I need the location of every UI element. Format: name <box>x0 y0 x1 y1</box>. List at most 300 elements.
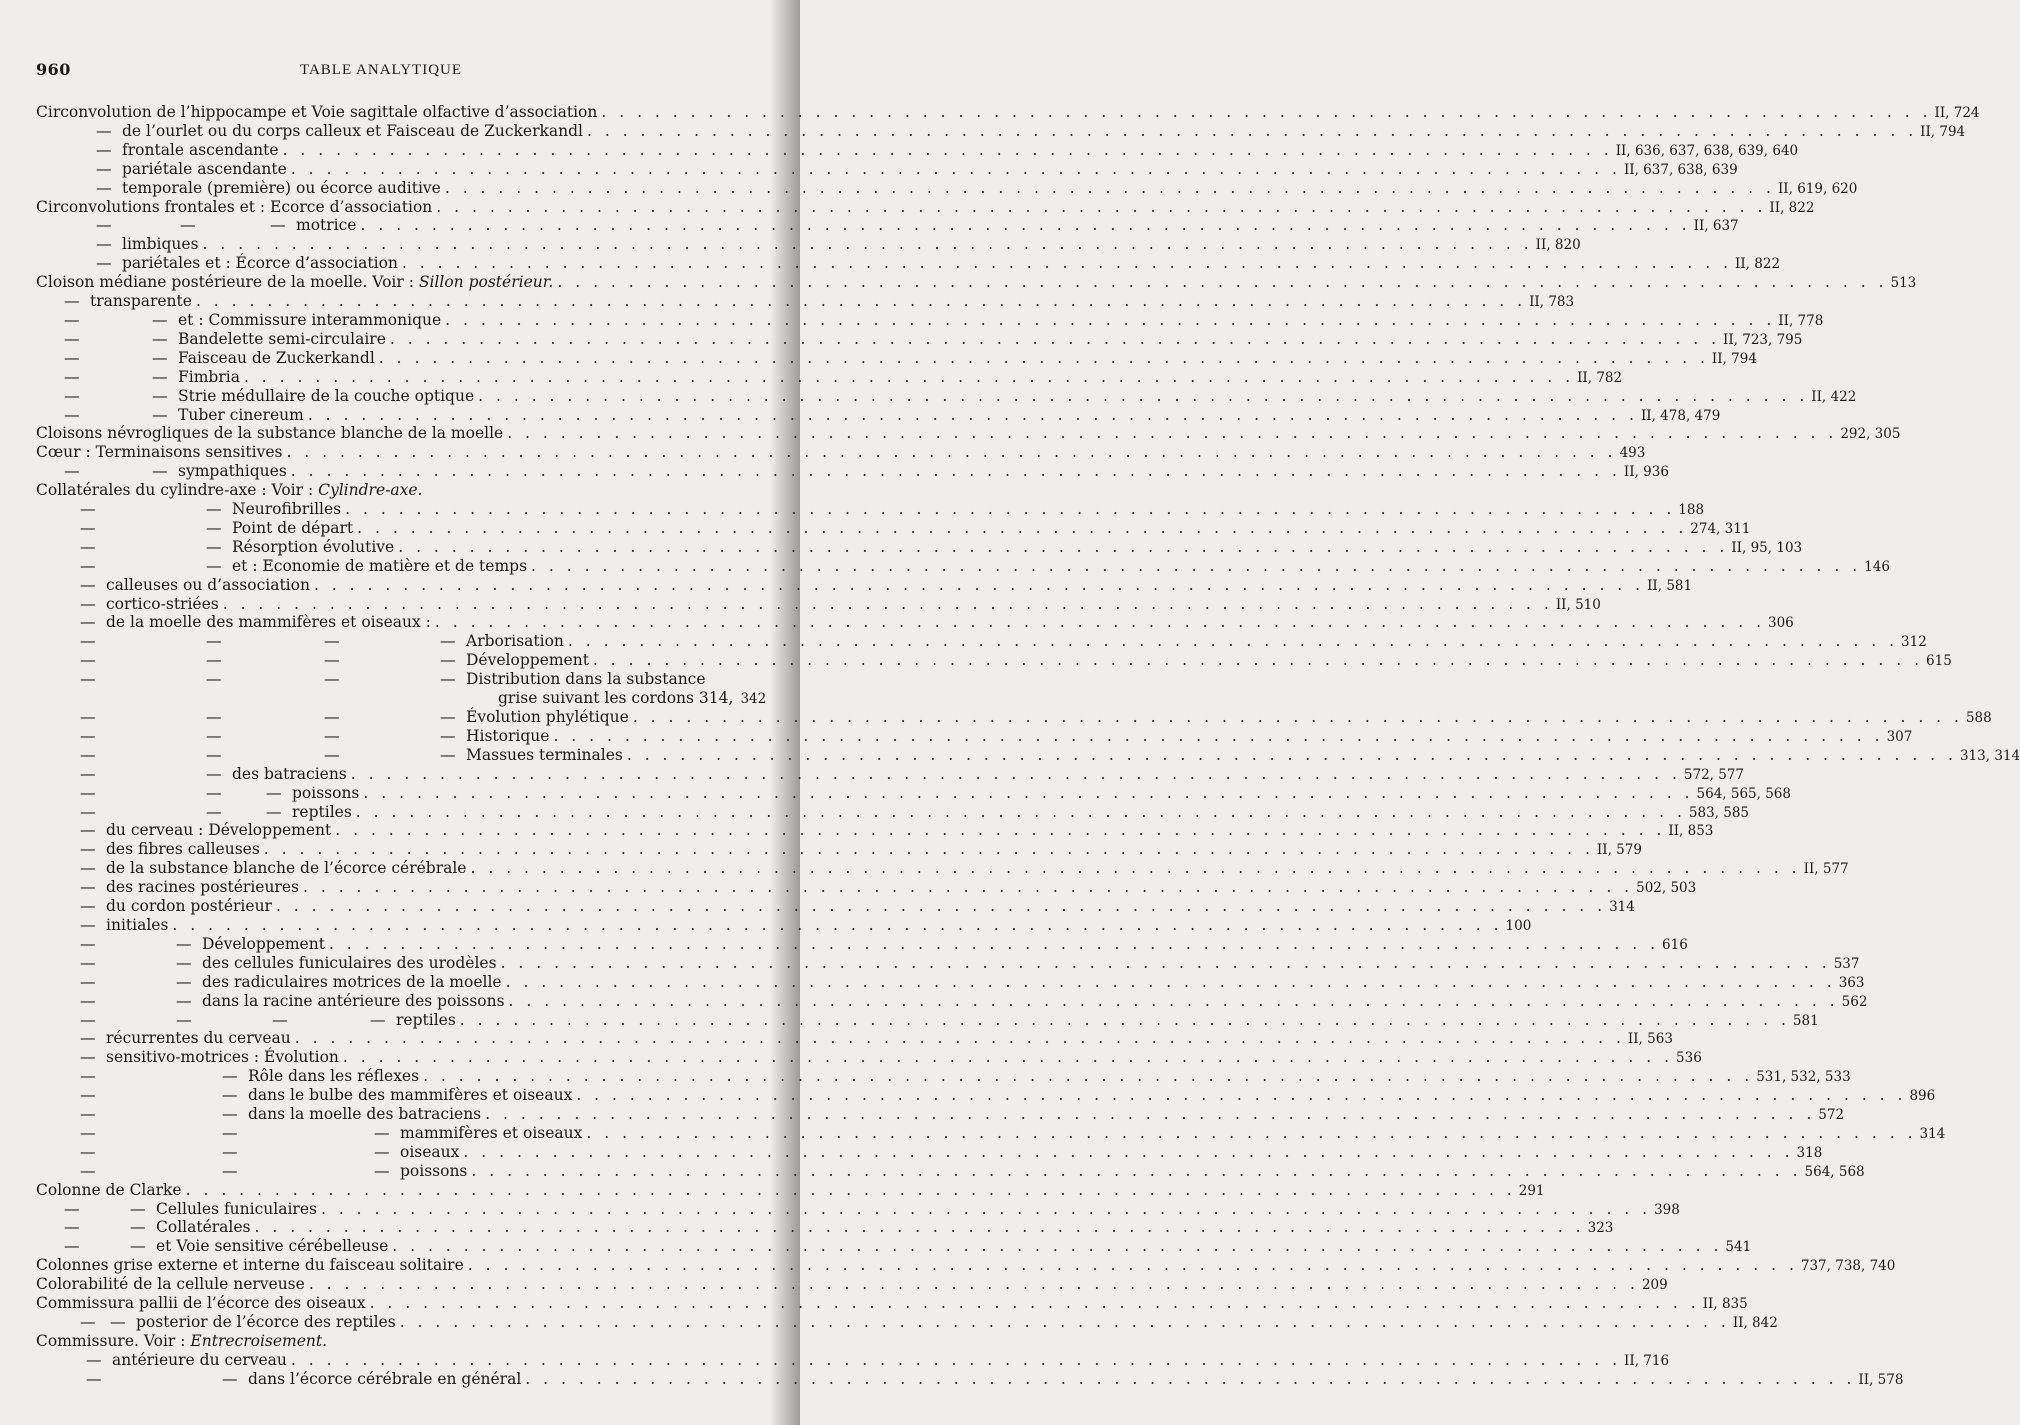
ditto-dash: — <box>80 783 96 802</box>
entry-label <box>498 689 767 709</box>
entry-label <box>136 1313 1778 1333</box>
entry-label <box>178 386 1857 407</box>
page-reference: 616 <box>1662 936 1688 953</box>
entry-label <box>122 235 1581 255</box>
entry-label <box>106 575 1693 596</box>
entry-text: oiseaux <box>400 1142 460 1161</box>
entry-label <box>248 1105 1845 1125</box>
index-entry <box>0 991 1868 1011</box>
entry-text: pariétale ascendante <box>122 159 287 178</box>
entry-text: dans l’écorce cérébrale en général <box>248 1369 522 1388</box>
ditto-dash: — <box>80 859 96 878</box>
ditto-dash: — <box>96 159 112 178</box>
dot-leader <box>388 1237 1722 1256</box>
page-reference: 615 <box>1926 653 1952 670</box>
dot-leader <box>431 613 1765 632</box>
index-entry <box>0 1256 1896 1275</box>
entry-text: des radiculaires motrices de la moelle <box>202 972 502 991</box>
page-reference: 513 <box>1890 275 1917 292</box>
ditto-dash: — <box>80 613 96 632</box>
ditto-dash: — <box>206 726 222 745</box>
entry-label <box>106 1048 1702 1068</box>
entry-text: Distribution dans la substance <box>466 670 706 689</box>
entry-label <box>106 594 1601 615</box>
ditto-dash: — <box>222 1161 238 1180</box>
entry-label <box>296 216 1739 236</box>
page-reference: 306 <box>1768 615 1794 632</box>
ditto-dash: — <box>176 972 192 991</box>
entry-text: Collatérales <box>156 1218 251 1237</box>
index-entry <box>0 1369 1904 1389</box>
dot-leader <box>219 595 1553 614</box>
ditto-dash: — <box>324 726 340 745</box>
page-reference: II, 822 <box>1735 256 1781 273</box>
index-entry <box>0 821 1714 840</box>
dot-leader <box>305 1275 1639 1294</box>
page-reference: II, 581 <box>1647 577 1693 594</box>
page-reference: II, 724 <box>1934 105 1980 121</box>
dot-leader <box>597 103 1931 122</box>
index-entry <box>0 386 1857 406</box>
ditto-dash: — <box>64 462 80 481</box>
ditto-dash: — <box>206 518 222 537</box>
ditto-dash: — <box>64 310 80 329</box>
index-entry <box>0 235 1581 254</box>
ditto-dash: — <box>266 783 282 802</box>
ditto-dash: — <box>176 1010 192 1029</box>
dot-leader <box>260 840 1594 859</box>
ditto-dash: — <box>80 897 96 916</box>
index-entry <box>0 103 1980 122</box>
entry-label <box>36 103 1980 123</box>
index-entry <box>0 500 1705 519</box>
entry-label <box>36 1294 1748 1314</box>
entry-text: pariétales et : Écorce d’association <box>122 254 398 273</box>
page-reference: 318 <box>1796 1144 1823 1161</box>
ditto-dash: — <box>324 745 340 764</box>
dot-leader <box>240 368 1574 387</box>
entry-text: Historique <box>466 726 550 745</box>
entry-label <box>202 953 1860 974</box>
dot-leader <box>317 1200 1651 1219</box>
entry-label <box>36 1332 762 1351</box>
entry-text: et Voie sensitive cérébelleuse <box>156 1237 389 1256</box>
ditto-dash: — <box>152 462 168 481</box>
entry-label <box>232 537 1803 558</box>
ditto-dash: — <box>222 1105 238 1124</box>
entry-text: antérieure du cerveau <box>112 1350 287 1369</box>
index-entry <box>0 764 1745 784</box>
dot-leader <box>441 311 1775 330</box>
ditto-dash: — <box>96 254 112 273</box>
entry-text: poissons <box>400 1161 468 1180</box>
ditto-dash: — <box>206 651 222 670</box>
entry-text: Strie médullaire de la couche optique <box>178 386 475 405</box>
page-reference: 572 <box>1818 1107 1845 1124</box>
ditto-dash: — <box>270 216 286 235</box>
page-reference: II, 619, 620 <box>1777 180 1858 197</box>
entry-label <box>400 1142 1823 1163</box>
page-reference: 100 <box>1505 917 1532 934</box>
index-entry <box>0 556 1890 576</box>
index-entry <box>0 462 1669 481</box>
entry-text: calleuses ou d’association <box>106 575 310 594</box>
entry-text: Développement <box>202 934 325 953</box>
dot-leader <box>464 1256 1798 1275</box>
ditto-dash: — <box>80 878 96 897</box>
ditto-dash: — <box>64 329 80 348</box>
ditto-dash: — <box>80 915 96 934</box>
dot-leader <box>250 1218 1584 1237</box>
dot-leader <box>456 1011 1790 1030</box>
ditto-dash: — <box>440 708 456 726</box>
ditto-dash: — <box>80 991 96 1010</box>
page-reference: 209 <box>1641 1277 1668 1294</box>
ditto-dash: — <box>324 670 340 689</box>
entry-text: de la substance blanche de l’écorce cérébrale <box>106 859 467 878</box>
dot-leader <box>553 273 1887 292</box>
index-entry <box>0 197 1815 217</box>
ditto-dash: — <box>130 1199 146 1218</box>
page-reference: 291 <box>1518 1182 1545 1199</box>
index-entry <box>0 632 1927 651</box>
entry-label <box>156 1218 1614 1238</box>
index-entry <box>0 140 1799 160</box>
ditto-dash: — <box>64 405 80 424</box>
entry-label <box>36 1180 1545 1201</box>
index-entry <box>0 708 1992 727</box>
index-entry <box>0 1332 800 1351</box>
ditto-dash: — <box>64 1237 80 1256</box>
ditto-dash: — <box>110 1313 126 1331</box>
entry-label <box>466 708 1992 728</box>
dot-leader <box>502 973 1836 992</box>
ditto-dash: — <box>440 651 456 670</box>
index-entries <box>0 103 2020 1389</box>
ditto-dash: — <box>266 802 282 821</box>
page-reference: 323 <box>1587 1220 1614 1237</box>
dot-leader <box>474 387 1808 406</box>
entry-label <box>106 878 1697 898</box>
entry-label <box>466 670 762 689</box>
ditto-dash: — <box>206 764 222 783</box>
page-reference: 583, 585 <box>1688 804 1750 821</box>
dot-leader <box>398 254 1732 273</box>
ditto-dash: — <box>206 670 222 689</box>
entry-text: Colonne de Clarke <box>36 1180 182 1199</box>
entry-label <box>466 726 1913 747</box>
entry-label <box>400 1161 1865 1182</box>
page-reference: 737, 738, 740 <box>1800 1258 1896 1275</box>
entry-label <box>36 1275 1668 1295</box>
entry-label <box>122 121 1966 142</box>
ditto-dash: — <box>440 670 456 689</box>
entry-text: Massues terminales <box>466 745 623 764</box>
index-entry <box>0 1086 1936 1105</box>
index-entry <box>0 1067 1851 1086</box>
dot-leader <box>549 727 1883 746</box>
ditto-dash: — <box>96 235 112 254</box>
ditto-dash: — <box>80 726 96 745</box>
entry-label <box>122 178 1858 199</box>
entry-label <box>36 424 1901 444</box>
ditto-dash: — <box>80 1029 96 1048</box>
page-reference: 188 <box>1678 502 1705 519</box>
page-reference: 313, 314 <box>1959 747 2020 764</box>
entry-text: sympathiques <box>178 462 287 481</box>
ditto-dash: — <box>64 1218 80 1237</box>
index-entry <box>0 745 2020 765</box>
dot-leader <box>359 784 1693 803</box>
ditto-dash: — <box>370 1010 386 1029</box>
index-entry <box>0 613 1794 632</box>
ditto-dash: — <box>64 348 80 367</box>
index-entry <box>0 405 1721 425</box>
index-entry <box>0 783 1791 803</box>
entry-text: Circonvolution de l’hippocampe et Voie sagittale olfactive d’association <box>36 103 598 121</box>
index-entry <box>0 518 1751 538</box>
page-reference: 564, 565, 568 <box>1696 785 1791 802</box>
dot-leader <box>192 292 1526 311</box>
entry-text: Neurofibrilles <box>232 500 342 519</box>
dot-leader <box>441 179 1775 198</box>
ditto-dash: — <box>152 386 168 405</box>
ditto-dash: — <box>222 1086 238 1105</box>
index-entry <box>0 1180 1545 1200</box>
ditto-dash: — <box>324 708 340 726</box>
ditto-dash: — <box>206 632 222 651</box>
ditto-dash: — <box>440 726 456 745</box>
index-entry <box>0 1350 1670 1370</box>
page-reference: II, 853 <box>1668 823 1714 840</box>
entry-text: des racines postérieures <box>106 878 299 897</box>
entry-text: dans la moelle des batraciens <box>248 1105 482 1124</box>
index-entry <box>0 443 1646 462</box>
entry-text: de la moelle des mammifères et oiseaux : <box>106 613 431 632</box>
ditto-dash: — <box>64 386 80 405</box>
index-entry <box>0 1123 1946 1143</box>
page-reference: II, 637 <box>1693 218 1739 235</box>
entry-text: dans la racine antérieure des poissons <box>202 991 505 1010</box>
ditto-dash: — <box>96 121 112 140</box>
index-entry <box>0 878 1697 897</box>
dot-leader <box>310 576 1644 595</box>
dot-leader <box>527 557 1861 576</box>
entry-text: Colonnes grise externe et interne du faisceau solitaire <box>36 1256 464 1275</box>
entry-label <box>106 1029 1673 1049</box>
ditto-dash: — <box>206 708 222 726</box>
entry-label <box>36 481 762 500</box>
entry-label <box>248 1369 1904 1390</box>
index-entry <box>0 897 1635 916</box>
dot-leader <box>282 443 1616 462</box>
ditto-dash: — <box>324 651 340 670</box>
ditto-dash: — <box>152 348 168 367</box>
index-entry <box>0 481 800 500</box>
page-reference: II, 835 <box>1702 1296 1748 1313</box>
entry-label <box>466 651 1952 671</box>
page-reference: 572, 577 <box>1683 766 1745 783</box>
page-reference: 896 <box>1909 1088 1936 1105</box>
ditto-dash: — <box>96 216 112 235</box>
index-entry <box>0 670 800 689</box>
entry-text: transparente <box>90 292 192 311</box>
ditto-dash: — <box>80 537 96 556</box>
index-entry <box>0 159 1738 179</box>
entry-text: frontale ascendante <box>122 140 279 159</box>
entry-label <box>90 292 1575 312</box>
entry-label <box>106 821 1714 841</box>
page-reference: II, 794 <box>1711 350 1757 367</box>
entry-label <box>178 462 1669 482</box>
page-reference: 581 <box>1792 1012 1819 1029</box>
index-entry <box>0 594 1601 614</box>
entry-text: des batraciens <box>232 764 347 783</box>
ditto-dash: — <box>176 934 192 953</box>
page-reference: II, 842 <box>1732 1315 1778 1331</box>
ditto-dash: — <box>64 367 80 386</box>
dot-leader <box>432 198 1766 217</box>
page-reference: 562 <box>1841 993 1868 1010</box>
ditto-dash: — <box>176 991 192 1010</box>
page-reference: II, 637, 638, 639 <box>1623 161 1738 178</box>
entry-label <box>248 1067 1851 1087</box>
ditto-dash: — <box>130 1218 146 1237</box>
page-reference: 536 <box>1676 1050 1702 1067</box>
page-reference: II, 577 <box>1803 861 1849 878</box>
page-reference: 342 <box>740 691 767 708</box>
entry-cross-reference: Entrecroisement. <box>190 1331 328 1350</box>
index-entry <box>0 1313 1778 1332</box>
entry-text: Arborisation <box>466 632 564 651</box>
page-reference: 314 <box>1609 899 1635 916</box>
index-entry <box>0 840 1642 859</box>
entry-text: temporale (première) ou écorce auditive <box>122 178 441 197</box>
entry-text: Bandelette semi-circulaire <box>178 329 386 348</box>
page-reference: II, 723, 795 <box>1723 331 1803 348</box>
page-reference: II, 579 <box>1596 842 1642 859</box>
entry-text: Fimbria <box>178 367 240 386</box>
ditto-dash: — <box>80 518 96 537</box>
entry-label <box>178 310 1824 331</box>
ditto-dash: — <box>64 292 80 311</box>
page-reference: 292, 305 <box>1840 426 1901 443</box>
entry-text: de l’ourlet ou du corps calleux et Faisceau de Zuckerkandl <box>122 121 583 140</box>
entry-text: poissons <box>292 783 360 802</box>
ditto-dash: — <box>206 745 222 764</box>
ditto-dash: — <box>80 632 96 651</box>
index-entry <box>0 972 1865 992</box>
entry-label <box>178 367 1623 388</box>
dot-leader <box>394 538 1728 557</box>
page-reference: II, 716 <box>1624 1352 1670 1369</box>
index-entry <box>0 121 1966 141</box>
page-reference: 541 <box>1725 1239 1752 1256</box>
ditto-dash: — <box>80 972 96 991</box>
index-entry <box>0 934 1688 954</box>
index-entry <box>0 273 1917 292</box>
entry-label <box>122 254 1781 274</box>
index-entry <box>0 1294 1748 1313</box>
entry-label <box>202 934 1688 955</box>
entry-text: Rôle dans les réflexes <box>248 1067 420 1086</box>
entry-text: Développement <box>466 651 589 670</box>
entry-text: Résorption évolutive <box>232 537 395 556</box>
ditto-dash: — <box>440 745 456 764</box>
entry-label <box>178 329 1803 350</box>
ditto-dash: — <box>80 1105 96 1124</box>
ditto-dash: — <box>80 1313 96 1331</box>
dot-leader <box>366 1294 1700 1313</box>
ditto-dash: — <box>86 1350 102 1369</box>
dot-leader <box>481 1105 1815 1124</box>
dot-leader <box>347 765 1681 784</box>
entry-text: et : Commissure interammonique <box>178 310 442 329</box>
dot-leader <box>272 897 1606 916</box>
page-reference: 531, 532, 533 <box>1756 1069 1851 1086</box>
ditto-dash: — <box>80 802 96 821</box>
ditto-dash: — <box>80 1123 96 1142</box>
page-reference: 564, 568 <box>1804 1163 1865 1180</box>
ditto-dash: — <box>96 178 112 197</box>
page-reference: 312 <box>1901 634 1927 651</box>
entry-text: récurrentes du cerveau <box>106 1029 291 1048</box>
ditto-dash: — <box>96 140 112 159</box>
entry-text: dans le bulbe des mammifères et oiseaux <box>248 1086 573 1105</box>
entry-text: Commissura pallii de l’écorce des oiseaux <box>36 1294 366 1313</box>
entry-label <box>178 405 1721 426</box>
ditto-dash: — <box>206 500 222 519</box>
ditto-dash: — <box>80 1161 96 1180</box>
dot-leader <box>623 746 1957 765</box>
dot-leader <box>287 160 1621 179</box>
dot-leader <box>304 406 1638 425</box>
entry-label <box>36 443 1646 463</box>
entry-label <box>466 745 2020 766</box>
page-reference: II, 578 <box>1858 1371 1904 1388</box>
entry-label <box>178 348 1757 369</box>
entry-label <box>122 159 1738 180</box>
ditto-dash: — <box>374 1142 390 1161</box>
dot-leader <box>629 708 1963 727</box>
entry-text: reptiles <box>292 802 352 821</box>
dot-leader <box>467 1162 1801 1181</box>
index-entry <box>0 1142 1823 1162</box>
entry-text: Cœur : Terminaisons sensitives <box>36 443 283 462</box>
entry-label <box>232 764 1745 785</box>
index-entry <box>0 726 1913 746</box>
entry-label <box>36 1256 1896 1276</box>
entry-label <box>156 1237 1752 1257</box>
dot-leader <box>352 803 1686 822</box>
dot-leader <box>339 1048 1673 1067</box>
entry-text: du cerveau : Développement <box>106 821 332 840</box>
entry-cross-reference: Cylindre-axe. <box>318 481 423 500</box>
entry-text: Colorabilité de la cellule nerveuse <box>36 1275 305 1294</box>
entry-label <box>106 859 1849 879</box>
entry-text: Commissure. Voir : Entrecroisement. <box>36 1331 328 1350</box>
ditto-dash: — <box>80 594 96 613</box>
entry-text: et : Economie de matière et de temps <box>232 556 528 575</box>
entry-label <box>202 972 1865 993</box>
dot-leader <box>505 992 1839 1011</box>
entry-label <box>292 802 1750 823</box>
dot-leader <box>356 216 1690 235</box>
entry-label <box>248 1086 1936 1106</box>
dot-leader <box>503 424 1837 443</box>
index-entry <box>0 1218 1614 1237</box>
index-entry <box>0 575 1693 595</box>
